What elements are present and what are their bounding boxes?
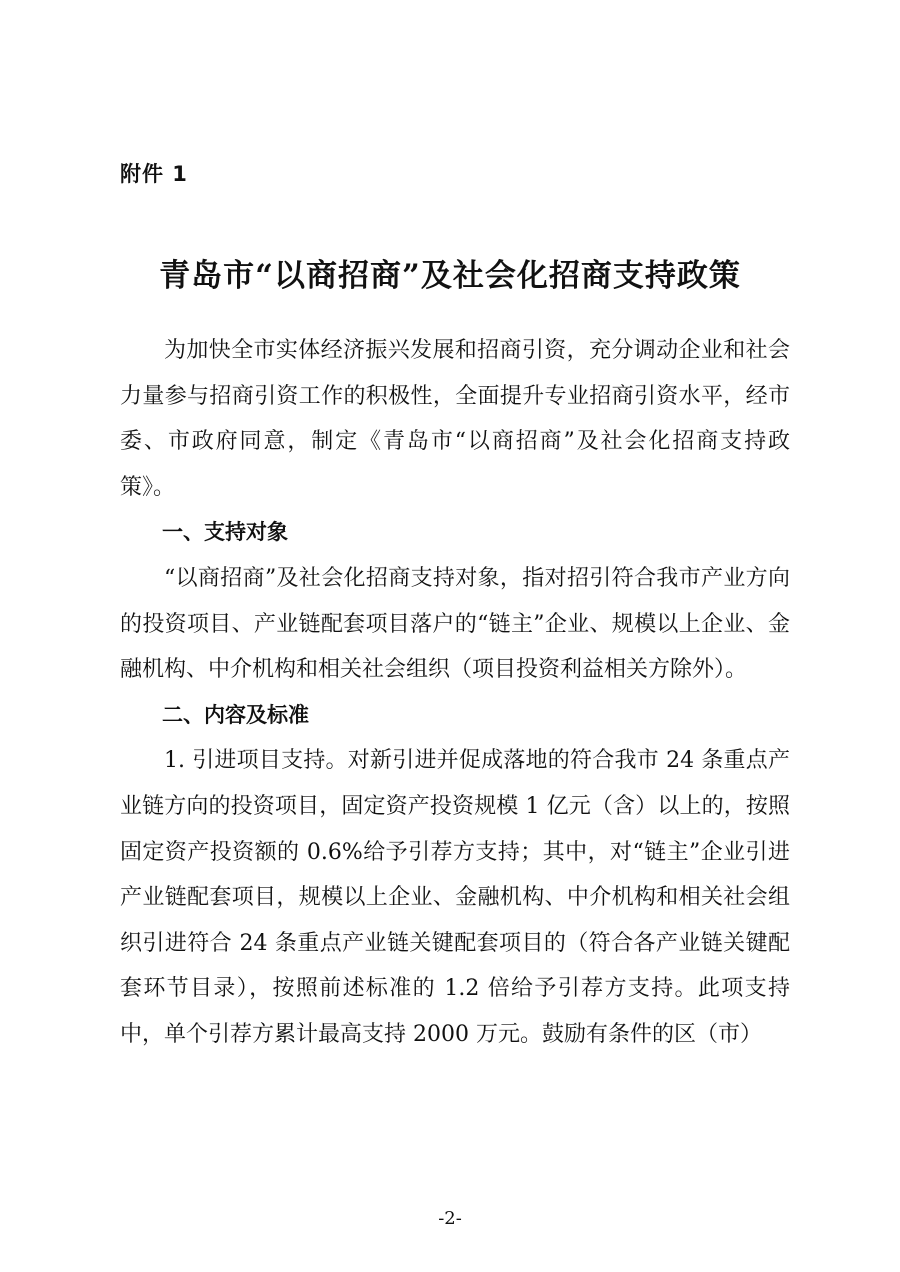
- intro-paragraph: 为加快全市实体经济振兴发展和招商引资，充分调动企业和社会力量参与招商引资工作的积极性，全面提升专业招商引资水平，经市委、市政府同意，制定《青岛市“以商招商”及社会化招商支持政策》。: [120, 338, 790, 500]
- document-title: 青岛市“以商招商”及社会化招商支持政策: [159, 258, 741, 294]
- section-heading-content-standards: 二、内容及标准: [162, 702, 309, 727]
- project-support-paragraph: 1. 引进项目支持。对新引进并促成落地的符合我市 24 条重点产业链方向的投资项目，固定资产投资规模 1 亿元（含）以上的，按照固定资产投资额的 0.6%给予引荐方支持；其中，对“链主”企业引进产业链配套项目，规模以上企业、金融机构、中介机构和相关社会组织引进符合 24 条重点产业链关键配套项目的（符合各产业链关键配套环节目录），按照前述标准的 1.2 倍给予引荐方支持。此项支持中，单个引荐方累计最高支持 2000 万元。鼓励有条件的区（市）: [120, 748, 790, 1047]
- support-targets-paragraph: “以商招商”及社会化招商支持对象，指对招引符合我市产业方向的投资项目、产业链配套项目落户的“链主”企业、规模以上企业、金融机构、中介机构和相关社会组织（项目投资利益相关方除外）。: [120, 565, 790, 683]
- section-heading-support-targets: 一、支持对象: [162, 520, 288, 545]
- page-number: -2-: [438, 1208, 462, 1229]
- document-body: [120, 328, 790, 1058]
- attachment-label: 附件 1: [120, 162, 188, 186]
